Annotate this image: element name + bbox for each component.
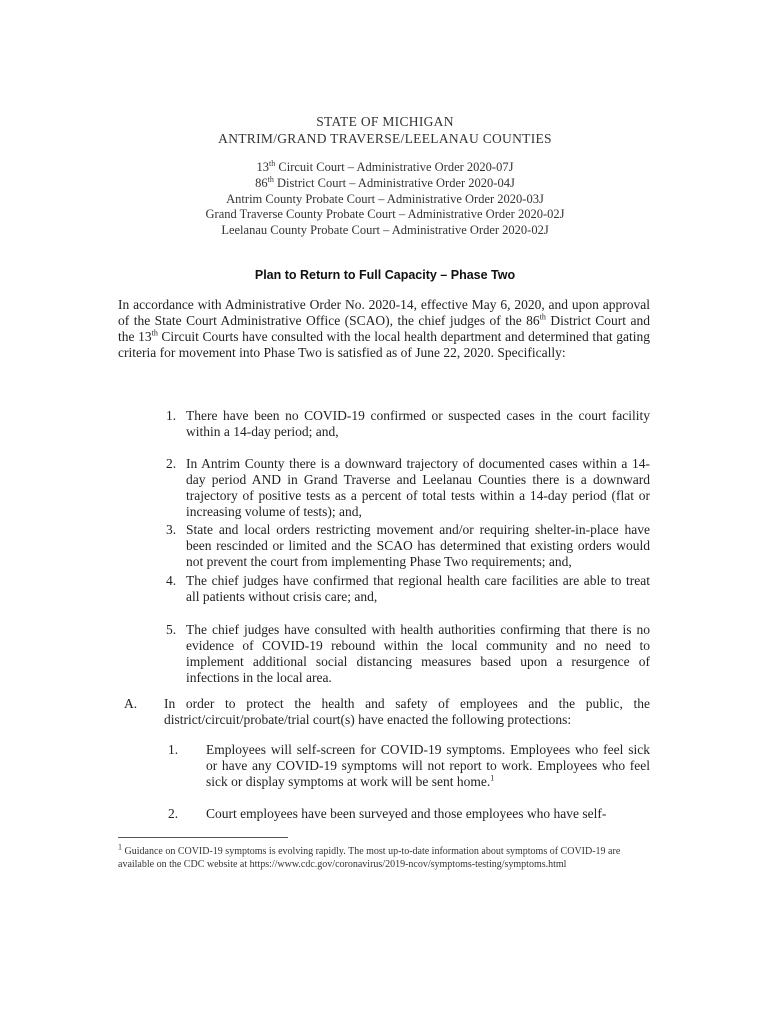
item-number: 2. <box>168 806 179 821</box>
criteria-item <box>166 522 650 570</box>
item-text: The chief judges have confirmed that regional health care facilities are able to treat all patients without crisis care; and, <box>186 573 650 604</box>
item-number: 4. <box>166 573 177 588</box>
section-a <box>118 696 650 728</box>
item-text: Court employees have been surveyed and those employees who have self- <box>206 806 607 821</box>
item-number: 3. <box>166 522 177 537</box>
intro-text: District Court and the 13 <box>118 313 650 344</box>
criteria-item <box>166 456 650 520</box>
order-text: Antrim County Probate Court – Administrative Order 2020-03J <box>226 191 544 206</box>
order-text: District Court – Administrative Order 2020-04J <box>273 175 515 190</box>
section-text: In order to protect the health and safety of employees and the public, the district/circuit/probate/trial court(s) have enacted the following protections: <box>164 696 650 727</box>
order-ordinal: th <box>269 158 276 168</box>
criteria-item <box>166 408 650 440</box>
administrative-orders <box>0 160 770 239</box>
order-line <box>0 160 770 176</box>
criteria-item <box>166 573 650 605</box>
item-number: 1. <box>168 742 179 757</box>
order-number: 13 <box>256 160 270 174</box>
item-number: 2. <box>166 456 177 471</box>
order-text: Leelanau County Probate Court – Administrative Order 2020-02J <box>221 223 549 238</box>
order-text: Circuit Court – Administrative Order 2020-07J <box>275 160 514 174</box>
footnote <box>118 842 638 871</box>
order-number: 86 <box>255 175 268 190</box>
footnote-divider <box>118 837 288 838</box>
section-letter: A. <box>124 696 138 711</box>
intro-ordinal: th <box>151 328 158 338</box>
item-text: The chief judges have consulted with health authorities confirming that there is no evidence of COVID-19 rebound within the local community and no need to implement additional social distancing measures based upon a resurgence of infections in the local area. <box>186 622 650 685</box>
order-line <box>0 176 770 192</box>
item-text: In Antrim County there is a downward trajectory of documented cases within a 14-day period AND in Grand Traverse and Leelanau Counties there is a downward trajectory of positive tests as a percent of total tests within a 14-day period (flat or increasing volume of tests); and, <box>186 456 650 519</box>
document-title: Plan to Return to Full Capacity – Phase Two <box>254 268 516 282</box>
intro-paragraph <box>118 297 650 361</box>
protection-item <box>164 742 650 790</box>
footnote-text: Guidance on COVID-19 symptoms is evolving rapidly. The most up-to-date information about symptoms of COVID-19 are available on the CDC website at https://www.cdc.gov/coronavirus/2019-ncov/symptoms-testing/symptoms.html <box>118 846 621 870</box>
intro-ordinal: th <box>539 312 546 322</box>
item-text <box>206 742 650 790</box>
state-line: STATE OF MICHIGAN <box>316 114 454 129</box>
footnote-ref: 1 <box>490 773 495 783</box>
intro-text: In accordance with Administrative Order No. 2020-14, effective May 6, 2020, and upon approval of the State Court Administrative Office (SCAO), the chief judges of the 86 <box>118 297 650 328</box>
item-text: There have been no COVID-19 confirmed or suspected cases in the court facility within a 14-day period; and, <box>186 408 650 439</box>
order-text: Grand Traverse County Probate Court – Administrative Order 2020-02J <box>205 207 565 222</box>
protection-item <box>164 806 650 822</box>
intro-text: Circuit Courts have consulted with the local health department and determined that gating criteria for movement into Phase Two is satisfied as of June 22, 2020. Specifically: <box>118 329 650 360</box>
protection-text: Employees will self-screen for COVID-19 symptoms. Employees who feel sick or have any COVID-19 symptoms will not report to work. Employees who feel sick or display symptoms at work will be sent home. <box>206 742 650 789</box>
item-number: 1. <box>166 408 177 423</box>
order-line <box>0 207 770 223</box>
order-ordinal: th <box>267 174 274 184</box>
order-line <box>0 223 770 239</box>
counties-line: ANTRIM/GRAND TRAVERSE/LEELANAU COUNTIES <box>218 131 552 146</box>
order-line <box>0 192 770 208</box>
criteria-item <box>166 622 650 686</box>
footnote-marker: 1 <box>118 842 122 852</box>
item-text: State and local orders restricting movement and/or requiring shelter-in-place have been rescinded or limited and the SCAO has determined that existing orders would not prevent the court from implementing Phase Two requirements; and, <box>186 522 650 569</box>
document-header <box>0 113 770 147</box>
item-number: 5. <box>166 622 177 637</box>
